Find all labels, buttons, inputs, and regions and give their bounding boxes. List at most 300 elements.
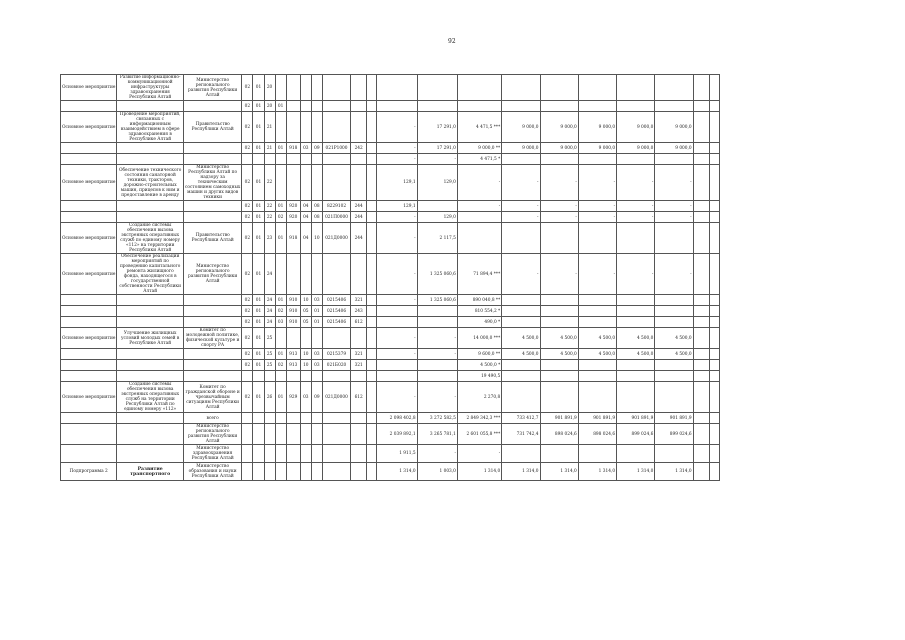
table-cell — [655, 445, 693, 463]
table-cell: 9 000,0 — [502, 112, 540, 143]
table-cell: 24 — [264, 306, 275, 317]
table-cell — [367, 306, 377, 317]
table-cell — [693, 212, 709, 223]
table-cell: 1 314,0 — [655, 463, 693, 481]
table-row — [61, 424, 720, 445]
table-cell: 1 325 060,6 — [417, 254, 457, 295]
table-cell: 2 270,8 — [457, 382, 501, 413]
table-cell: 21 — [264, 112, 275, 143]
table-cell — [540, 75, 578, 101]
table-row — [61, 371, 720, 382]
table-cell: 0215406 — [322, 295, 350, 306]
table-cell — [351, 165, 367, 201]
table-cell — [264, 371, 275, 382]
table-cell — [311, 463, 322, 481]
table-cell: 3 272 582,5 — [417, 413, 457, 424]
table-cell — [502, 360, 540, 371]
table-cell — [709, 306, 719, 317]
table-cell: 2 117,5 — [417, 223, 457, 254]
table-cell: Создание системы обеспечения вызова экстренных оперативных служб на территории Республики Алтай по единому номеру «112» — [117, 382, 184, 413]
table-cell — [242, 154, 253, 165]
table-cell — [540, 317, 578, 328]
table-cell: 4 500,0 — [502, 349, 540, 360]
table-cell — [264, 463, 275, 481]
table-cell — [300, 445, 311, 463]
table-cell — [367, 212, 377, 223]
table-cell: 612 — [351, 382, 367, 413]
table-cell: - — [502, 212, 540, 223]
table-cell: 08 — [311, 201, 322, 212]
table-cell — [300, 328, 311, 349]
table-cell — [693, 463, 709, 481]
table-cell: - — [502, 165, 540, 201]
table-row — [61, 295, 720, 306]
table-cell: - — [540, 201, 578, 212]
table-cell: 17 291,0 — [417, 143, 457, 154]
table-cell: - — [417, 328, 457, 349]
table-cell: 2 849 342,3 *** — [457, 413, 501, 424]
table-cell — [540, 306, 578, 317]
table-cell — [61, 101, 117, 112]
table-cell: - — [617, 254, 655, 295]
table-cell: 243 — [351, 306, 367, 317]
table-cell: 910 — [286, 317, 300, 328]
table-cell — [351, 445, 367, 463]
table-cell: Развитие информационно-коммуникационной инфраструктуры здравоохранения Республики Алтай — [117, 75, 184, 101]
table-cell: 02 — [242, 360, 253, 371]
table-cell — [61, 317, 117, 328]
table-cell: 09 — [311, 382, 322, 413]
table-cell — [617, 154, 655, 165]
table-cell — [655, 154, 693, 165]
table-cell — [300, 424, 311, 445]
table-cell: Развитие транспортного — [117, 463, 184, 481]
table-cell: 0215406 — [322, 306, 350, 317]
table-cell: 901 891,9 — [540, 413, 578, 424]
table-cell — [709, 165, 719, 201]
table-cell: Основное мероприятие — [61, 328, 117, 349]
table-cell — [502, 101, 540, 112]
table-cell: 898 024,6 — [540, 424, 578, 445]
table-cell: 02 — [242, 223, 253, 254]
table-cell — [117, 371, 184, 382]
table-cell: 1 314,0 — [578, 463, 616, 481]
table-cell — [322, 154, 350, 165]
table-cell — [578, 75, 616, 101]
table-cell: 01 — [253, 295, 264, 306]
table-cell — [61, 424, 117, 445]
table-row — [61, 328, 720, 349]
table-cell: 4 500,0 — [540, 349, 578, 360]
table-cell — [367, 360, 377, 371]
table-cell: 9 000,0 ** — [457, 143, 501, 154]
table-cell — [578, 295, 616, 306]
table-cell: 129,0 — [417, 165, 457, 201]
table-cell — [275, 445, 286, 463]
table-cell: 4 500,0 — [578, 349, 616, 360]
table-cell: 01 — [253, 349, 264, 360]
table-cell — [709, 295, 719, 306]
table-cell: Комитет по молодежной политике, физической культуре и спорту РА — [183, 328, 241, 349]
table-cell: 02 — [242, 101, 253, 112]
table-cell — [693, 75, 709, 101]
table-cell: - — [578, 165, 616, 201]
table-cell — [578, 101, 616, 112]
table-cell — [300, 371, 311, 382]
table-cell — [311, 75, 322, 101]
table-cell: - — [377, 328, 417, 349]
table-cell — [322, 112, 350, 143]
table-cell — [367, 413, 377, 424]
table-cell: 02 — [242, 75, 253, 101]
table-cell: Подпрограмма 2 — [61, 463, 117, 481]
table-cell: 08 — [311, 212, 322, 223]
table-cell — [275, 463, 286, 481]
table-cell: 8229102 — [322, 201, 350, 212]
table-cell — [367, 143, 377, 154]
table-cell: 10 — [300, 360, 311, 371]
table-cell — [417, 317, 457, 328]
table-cell — [457, 101, 501, 112]
table-cell — [253, 413, 264, 424]
table-row — [61, 165, 720, 201]
table-cell — [117, 306, 184, 317]
table-cell — [617, 445, 655, 463]
table-cell: - — [377, 295, 417, 306]
table-cell — [322, 165, 350, 201]
table-cell — [183, 360, 241, 371]
table-cell: 021П0000 — [322, 212, 350, 223]
table-cell — [117, 317, 184, 328]
table-cell — [183, 349, 241, 360]
table-cell — [617, 223, 655, 254]
table-cell: 02 — [242, 382, 253, 413]
table-cell — [286, 165, 300, 201]
table-cell — [367, 154, 377, 165]
table-cell — [351, 254, 367, 295]
table-cell: 4 500,0 — [617, 328, 655, 349]
table-row — [61, 101, 720, 112]
table-cell — [300, 154, 311, 165]
table-cell: 01 — [253, 165, 264, 201]
table-cell: 01 — [275, 382, 286, 413]
table-cell — [300, 112, 311, 143]
table-cell: Основное мероприятие — [61, 75, 117, 101]
table-cell — [275, 154, 286, 165]
table-cell — [617, 360, 655, 371]
table-cell — [61, 212, 117, 223]
table-cell — [709, 212, 719, 223]
table-cell: 9 000,0 — [578, 112, 616, 143]
table-cell: 4 500,0 — [502, 328, 540, 349]
table-cell — [351, 101, 367, 112]
table-cell — [322, 75, 350, 101]
table-cell: - — [655, 201, 693, 212]
table-cell — [117, 295, 184, 306]
table-cell — [617, 75, 655, 101]
table-cell — [286, 101, 300, 112]
table-cell — [311, 254, 322, 295]
table-cell: - — [540, 165, 578, 201]
table-cell — [709, 154, 719, 165]
table-cell: 890 040,8 ** — [457, 295, 501, 306]
table-cell — [367, 201, 377, 212]
table-cell — [322, 424, 350, 445]
table-cell: 9 000,0 — [540, 112, 578, 143]
table-cell: 810 554,2 * — [457, 306, 501, 317]
table-cell: Основное мероприятие — [61, 112, 117, 143]
table-cell: 26 — [264, 382, 275, 413]
table-cell: 01 — [275, 349, 286, 360]
table-cell: - — [457, 165, 501, 201]
table-cell — [351, 328, 367, 349]
table-cell: 22 — [264, 212, 275, 223]
table-cell: 321 — [351, 349, 367, 360]
table-cell: 02 — [242, 112, 253, 143]
table-cell — [709, 143, 719, 154]
table-cell — [709, 360, 719, 371]
table-cell: 901 891,9 — [578, 413, 616, 424]
table-cell — [693, 371, 709, 382]
table-cell: 901 891,9 — [617, 413, 655, 424]
table-cell: - — [417, 154, 457, 165]
table-cell: 1 314,0 — [502, 463, 540, 481]
table-cell — [183, 143, 241, 154]
table-cell: 01 — [275, 101, 286, 112]
table-cell — [367, 328, 377, 349]
table-cell — [540, 101, 578, 112]
table-cell — [457, 75, 501, 101]
table-cell: 244 — [351, 212, 367, 223]
table-cell: 10 — [311, 223, 322, 254]
table-row — [61, 382, 720, 413]
table-cell: 129,1 — [377, 165, 417, 201]
table-cell — [578, 306, 616, 317]
table-cell — [367, 75, 377, 101]
table-cell — [655, 223, 693, 254]
table-cell — [242, 445, 253, 463]
table-cell — [351, 413, 367, 424]
table-cell: Создание системы обеспечения вызова экстренных оперативных служб по единому номеру «112» на территории Республики Алтай — [117, 223, 184, 254]
table-cell — [117, 445, 184, 463]
table-cell: 242 — [351, 143, 367, 154]
table-cell: 01 — [275, 143, 286, 154]
table-cell — [540, 371, 578, 382]
table-cell — [264, 445, 275, 463]
table-cell: 1 314,0 — [617, 463, 655, 481]
table-cell — [578, 317, 616, 328]
table-cell: 1 314,0 — [540, 463, 578, 481]
table-cell — [578, 360, 616, 371]
table-cell: 17 291,0 — [417, 112, 457, 143]
table-cell — [351, 463, 367, 481]
table-row — [61, 317, 720, 328]
table-cell: 920 — [286, 212, 300, 223]
table-cell: - — [655, 212, 693, 223]
table-cell: - — [377, 154, 417, 165]
table-cell: 898 024,6 — [578, 424, 616, 445]
table-cell: 4 500,0 — [655, 349, 693, 360]
table-cell — [693, 349, 709, 360]
table-cell: - — [457, 201, 501, 212]
table-cell: 01 — [253, 306, 264, 317]
table-cell: - — [617, 201, 655, 212]
table-cell — [242, 371, 253, 382]
table-cell — [367, 382, 377, 413]
table-cell — [655, 306, 693, 317]
table-cell: 929 — [286, 382, 300, 413]
table-cell: 901 891,9 — [655, 413, 693, 424]
table-cell — [502, 371, 540, 382]
table-row — [61, 223, 720, 254]
table-cell — [578, 445, 616, 463]
table-cell — [61, 413, 117, 424]
table-cell: 913 — [286, 360, 300, 371]
table-cell — [417, 360, 457, 371]
table-cell — [367, 445, 377, 463]
table-cell — [275, 328, 286, 349]
table-cell: - — [617, 212, 655, 223]
table-cell — [300, 101, 311, 112]
table-cell: 02 — [242, 349, 253, 360]
table-cell: 0215379 — [322, 349, 350, 360]
table-cell: 24 — [264, 295, 275, 306]
table-cell: 918 — [286, 143, 300, 154]
table-cell: - — [540, 254, 578, 295]
table-cell — [709, 201, 719, 212]
table-cell: - — [377, 382, 417, 413]
table-cell — [578, 382, 616, 413]
table-cell: 02 — [275, 306, 286, 317]
table-cell — [322, 328, 350, 349]
table-cell: 01 — [253, 201, 264, 212]
table-cell — [655, 75, 693, 101]
table-cell: - — [417, 349, 457, 360]
table-cell — [377, 360, 417, 371]
table-cell: - — [578, 212, 616, 223]
table-cell: 03 — [311, 295, 322, 306]
table-cell — [655, 382, 693, 413]
table-cell — [709, 254, 719, 295]
table-cell: 19 490,5 — [457, 371, 501, 382]
table-cell — [275, 371, 286, 382]
table-cell: 05 — [300, 317, 311, 328]
table-cell — [417, 306, 457, 317]
table-cell: 20 — [264, 75, 275, 101]
table-cell — [351, 154, 367, 165]
table-cell — [377, 371, 417, 382]
table-cell — [693, 424, 709, 445]
table-row — [61, 445, 720, 463]
table-cell: 4 471,5 *** — [457, 112, 501, 143]
table-cell — [61, 371, 117, 382]
table-cell — [117, 212, 184, 223]
table-cell: 733 412,7 — [502, 413, 540, 424]
table-cell — [117, 201, 184, 212]
table-cell — [183, 201, 241, 212]
table-cell — [655, 371, 693, 382]
table-cell: 899 024,6 — [655, 424, 693, 445]
table-cell: 03 — [300, 143, 311, 154]
table-cell — [183, 306, 241, 317]
table-cell: - — [502, 201, 540, 212]
table-cell — [457, 223, 501, 254]
table-cell — [286, 463, 300, 481]
table-cell — [275, 254, 286, 295]
table-cell: 09 — [311, 143, 322, 154]
table-cell — [578, 223, 616, 254]
table-cell — [693, 101, 709, 112]
table-cell — [311, 101, 322, 112]
table-cell: 9 000,0 — [655, 143, 693, 154]
table-cell — [242, 463, 253, 481]
table-cell — [367, 463, 377, 481]
table-cell: 02 — [242, 201, 253, 212]
table-cell — [275, 413, 286, 424]
table-cell: 24 — [264, 317, 275, 328]
table-row — [61, 112, 720, 143]
table-cell: 22 — [264, 201, 275, 212]
table-cell: 01 — [253, 75, 264, 101]
table-cell — [709, 101, 719, 112]
table-cell — [693, 254, 709, 295]
table-row — [61, 75, 720, 101]
table-cell: 1 911,5 — [377, 445, 417, 463]
table-cell: 02 — [242, 306, 253, 317]
table-cell — [709, 463, 719, 481]
table-cell: - — [417, 382, 457, 413]
table-cell — [617, 101, 655, 112]
table-row — [61, 201, 720, 212]
table-cell — [286, 154, 300, 165]
table-cell: 9 000,0 — [617, 143, 655, 154]
table-cell — [61, 201, 117, 212]
table-cell — [693, 143, 709, 154]
table-cell: 4 500,0 — [617, 349, 655, 360]
table-cell — [709, 349, 719, 360]
table-cell — [183, 154, 241, 165]
table-cell: 2 039 892,1 — [377, 424, 417, 445]
table-cell — [300, 254, 311, 295]
table-cell — [367, 254, 377, 295]
table-cell — [417, 75, 457, 101]
table-cell: 01 — [253, 112, 264, 143]
table-cell: - — [377, 212, 417, 223]
table-cell: Основное мероприятие — [61, 382, 117, 413]
table-cell: 4 500,0 — [578, 328, 616, 349]
table-cell: 910 — [286, 306, 300, 317]
table-cell — [253, 463, 264, 481]
table-cell — [457, 212, 501, 223]
table-cell — [693, 445, 709, 463]
table-cell: Министерство регионального развития Республики Алтай — [183, 254, 241, 295]
table-cell — [311, 154, 322, 165]
table-cell — [417, 201, 457, 212]
table-cell: 4 500,0 — [540, 328, 578, 349]
table-cell — [311, 165, 322, 201]
table-cell: 129,1 — [377, 201, 417, 212]
table-cell: 01 — [275, 201, 286, 212]
table-cell — [578, 371, 616, 382]
table-cell — [502, 382, 540, 413]
table-cell — [540, 360, 578, 371]
table-row — [61, 143, 720, 154]
table-cell: - — [502, 254, 540, 295]
table-cell: 03 — [300, 382, 311, 413]
table-cell: Министерство регионального развития Республики Алтай — [183, 424, 241, 445]
table-cell — [367, 165, 377, 201]
table-cell: 01 — [253, 382, 264, 413]
